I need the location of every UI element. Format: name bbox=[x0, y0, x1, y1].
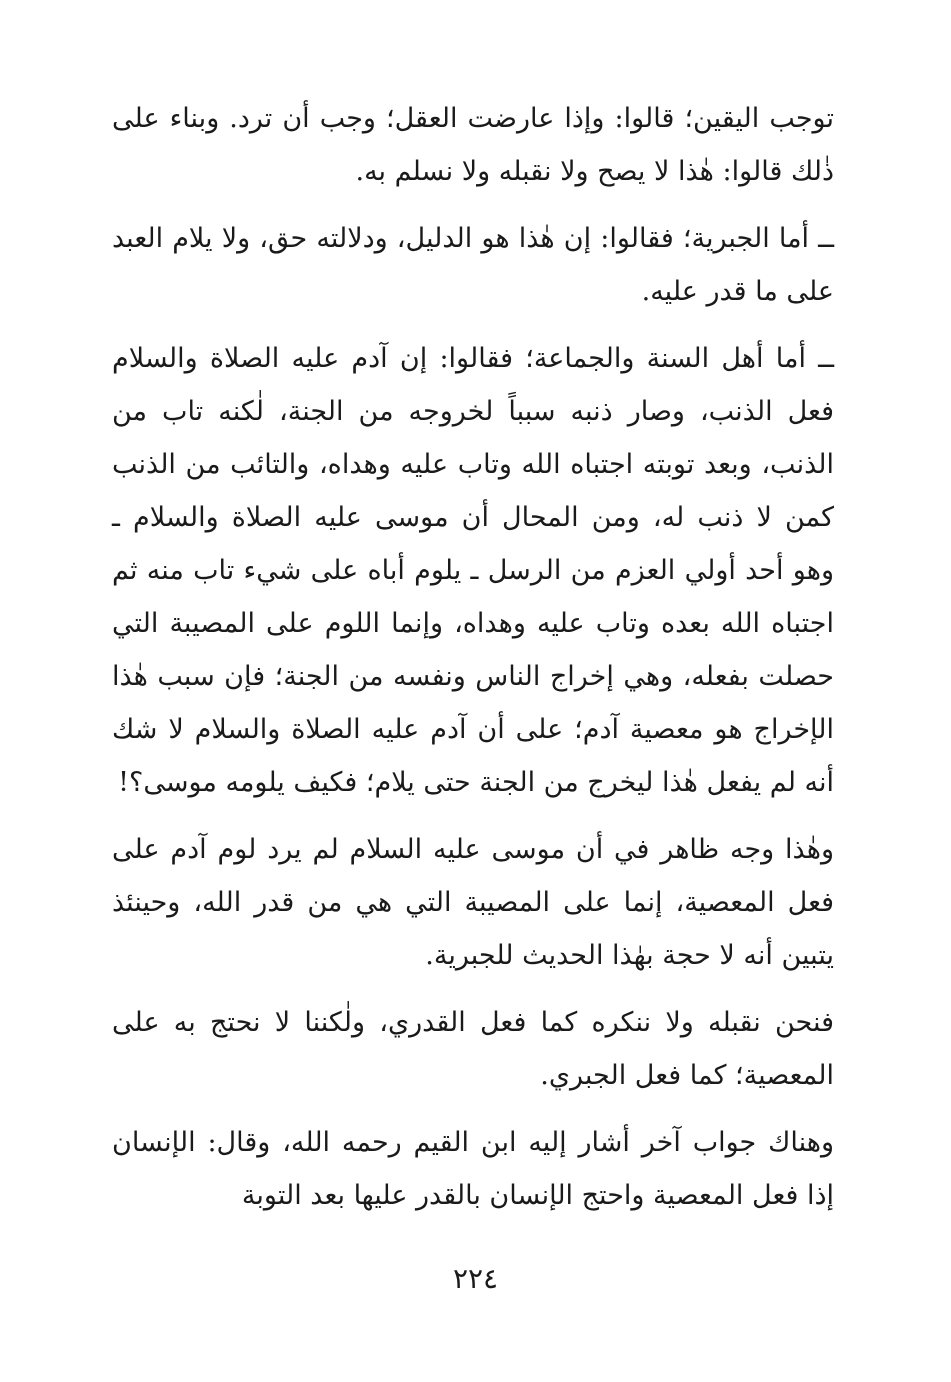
paragraph-5: فنحن نقبله ولا ننكره كما فعل القدري، ولٰكننا لا نحتج به على المعصية؛ كما فعل الجبري. bbox=[112, 1007, 834, 1091]
paragraph-1: توجب اليقين؛ قالوا: وإذا عارضت العقل؛ وجب أن ترد. وبناء على ذٰلك قالوا: هٰذا لا يصح ولا نقبله ولا نسلم به. bbox=[112, 103, 834, 187]
body-text bbox=[112, 92, 834, 1236]
page-number: ٢٢٤ bbox=[452, 1262, 499, 1295]
paragraph-6: وهناك جواب آخر أشار إليه ابن القيم رحمه الله، وقال: الإنسان إذا فعل المعصية واحتج الإنسان بالقدر عليها بعد التوبة bbox=[112, 1127, 834, 1211]
paragraph-3: ــ أما أهل السنة والجماعة؛ فقالوا: إن آدم عليه الصلاة والسلام فعل الذنب، وصار ذنبه سبباً لخروجه من الجنة، لٰكنه تاب من الذنب، وبعد توبته اجتباه الله وتاب عليه وهداه، والتائب من الذنب كمن لا ذنب له، ومن المحال أن موسى عليه الصلاة والسلام ـ وهو أحد أولي العزم من الرسل ـ يلوم أباه على شيء تاب منه ثم اجتباه الله بعده وتاب عليه وهداه، وإنما اللوم على المصيبة التي حصلت بفعله، وهي إخراج الناس ونفسه من الجنة؛ فإن سبب هٰذا الإخراج هو معصية آدم؛ على أن آدم عليه الصلاة والسلام لا شك أنه لم يفعل هٰذا ليخرج من الجنة حتى يلام؛ فكيف يلومه موسى؟! bbox=[112, 343, 835, 798]
paragraph-4: وهٰذا وجه ظاهر في أن موسى عليه السلام لم يرد لوم آدم على فعل المعصية، إنما على المصيبة التي هي من قدر الله، وحينئذ يتبين أنه لا حجة بهٰذا الحديث للجبرية. bbox=[112, 834, 834, 971]
paragraph-2: ــ أما الجبرية؛ فقالوا: إن هٰذا هو الدليل، ودلالته حق، ولا يلام العبد على ما قدر عليه. bbox=[112, 223, 834, 307]
